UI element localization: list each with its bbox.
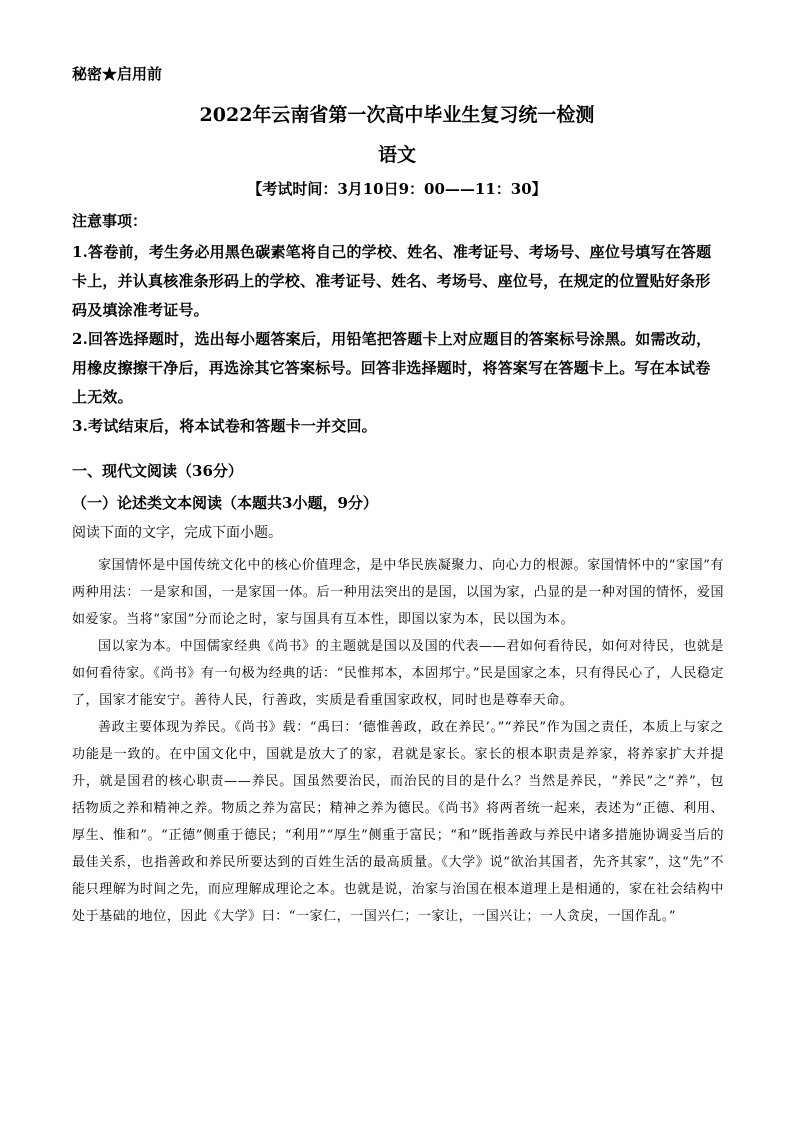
passage-paragraph-3: 善政主要体现为养民。《尚书》载：“禹曰：‘德惟善政，政在养民’。”“养民”作为国之责任，本质上与家之功能是一致的。在中国文化中，国就是放大了的家，君就是家长。家长的根本职责是养家，将养家扩大并提升，就是国君的核心职责——养民。国虽然要治民，而治民的目的是什么？当然是养民，“养民”之“养”，包括物质之养和精神之养。物质之养为富民；精神之养为德民。《尚书》将两者统一起来，表述为“正德、利用、厚生、惟和”。“正德”侧重于德民；“利用”“厚生”侧重于富民；“和”既指善政与养民中诸多措施协调妥当后的最佳关系，也指善政和养民所要达到的百姓生活的最高质量。《大学》说“欲治其国者，先齐其家”，这“先”不能只理解为时间之先，而应理解成理论之本。也就是说，治家与治国在根本道理上是相通的，家在社会结构中处于基础的地位，因此《大学》曰：“一家仁，一国兴仁；一家让，一国兴让；一人贪戾，一国作乱。”: [72, 720, 724, 924]
note-item-1: 1.答卷前，考生务必用黑色碳素笔将自己的学校、姓名、准考证号、考场号、座位号填写在答题卡上，并认真核准条形码上的学校、准考证号、姓名、考场号、座位号，在规定的位置贴好条形码及填涂准考证号。: [72, 243, 712, 319]
reading-passage: [72, 552, 724, 930]
notes-heading: 注意事项：: [72, 212, 148, 230]
secret-label: 秘密★启用前: [72, 65, 163, 83]
exam-title: 2022年云南省第一次高中毕业生复习统一检测: [199, 104, 595, 126]
note-item-2: 2.回答选择题时，选出每小题答案后，用铅笔把答题卡上对应题目的答案标号涂黑。如需改动，用橡皮擦擦干净后，再选涂其它答案标号。回答非选择题时，将答案写在答题卡上。写在本试卷上无效。: [72, 330, 712, 406]
passage-paragraph-1: 家国情怀是中国传统文化中的核心价值理念，是中华民族凝聚力、向心力的根源。家国情怀中的“家国”有两种用法：一是家和国，一是家国一体。后一种用法突出的是国，以国为家，凸显的是一种对国的情怀，爱国如爱家。当将“家国”分而论之时，家与国具有互本性，即国以家为本，民以国为本。: [72, 558, 724, 627]
note-item-3: 3.考试结束后，将本试卷和答题卡一并交回。: [72, 417, 377, 435]
subject-title: 语文: [377, 144, 416, 166]
subsection-title: （一）论述类文本阅读（本题共3小题，9分）: [72, 494, 378, 512]
reading-instruction: 阅读下面的文字，完成下面小题。: [72, 525, 282, 541]
exam-time: 【考试时间：3月10日9：00——11：30】: [247, 180, 547, 198]
notes-list: [72, 238, 724, 441]
section-title: 一、现代文阅读（36分）: [72, 462, 243, 480]
passage-paragraph-2: 国以家为本。中国儒家经典《尚书》的主题就是国以及国的代表——君如何看待民，如何对待民，也就是如何看待家。《尚书》有一句极为经典的话：“民惟邦本，本固邦宁。”民是国家之本，只有得民心了，人民稳定了，国家才能安宁。善待人民，行善政，实质是看重国家政权，同时也是尊奉天命。: [72, 639, 724, 708]
